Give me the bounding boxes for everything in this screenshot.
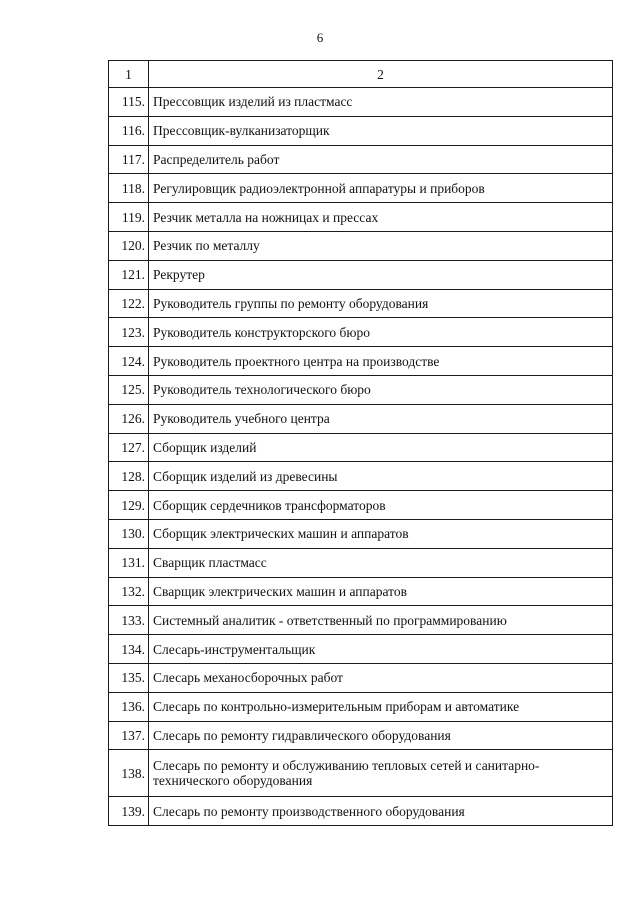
table-row [109, 491, 613, 520]
page-number: 6 [316, 30, 324, 45]
table-row [109, 347, 613, 376]
occupation-name: Регулировщик радиоэлектронной аппаратуры и приборов [149, 174, 613, 203]
row-number: 132. [109, 577, 149, 606]
table-row [109, 231, 613, 260]
row-number: 116. [109, 116, 149, 145]
row-number: 139. [109, 797, 149, 826]
row-number: 121. [109, 260, 149, 289]
occupation-name: Слесарь по ремонту гидравлического оборудования [149, 721, 613, 750]
table-header-row [109, 61, 613, 88]
row-number: 125. [109, 375, 149, 404]
table-row [109, 462, 613, 491]
occupations-table [108, 60, 613, 826]
occupation-name: Прессовщик-вулканизаторщик [149, 116, 613, 145]
table-row [109, 433, 613, 462]
occupation-name: Сборщик сердечников трансформаторов [149, 491, 613, 520]
row-number: 130. [109, 519, 149, 548]
occupation-name: Слесарь механосборочных работ [149, 663, 613, 692]
table-row [109, 606, 613, 635]
row-number: 127. [109, 433, 149, 462]
row-number: 133. [109, 606, 149, 635]
table-row [109, 88, 613, 117]
row-number: 138. [109, 750, 149, 797]
table-row [109, 289, 613, 318]
table-row [109, 375, 613, 404]
table-row [109, 519, 613, 548]
occupation-name: Руководитель конструкторского бюро [149, 318, 613, 347]
table-row [109, 721, 613, 750]
occupation-name: Слесарь по контрольно-измерительным приборам и автоматике [149, 692, 613, 721]
row-number: 134. [109, 635, 149, 664]
occupation-name: Сборщик изделий из древесины [149, 462, 613, 491]
table-row [109, 404, 613, 433]
row-number: 119. [109, 203, 149, 232]
table-row [109, 577, 613, 606]
occupation-name: Руководитель технологического бюро [149, 375, 613, 404]
row-number: 136. [109, 692, 149, 721]
occupation-name: Распределитель работ [149, 145, 613, 174]
table-row [109, 116, 613, 145]
occupation-name: Сварщик пластмасс [149, 548, 613, 577]
table-row [109, 145, 613, 174]
occupation-name: Системный аналитик - ответственный по программированию [149, 606, 613, 635]
row-number: 117. [109, 145, 149, 174]
occupation-name: Слесарь по ремонту производственного оборудования [149, 797, 613, 826]
occupation-name: Сборщик электрических машин и аппаратов [149, 519, 613, 548]
row-number: 120. [109, 231, 149, 260]
row-number: 124. [109, 347, 149, 376]
table-row [109, 203, 613, 232]
occupation-name: Руководитель учебного центра [149, 404, 613, 433]
row-number: 137. [109, 721, 149, 750]
occupation-name: Сварщик электрических машин и аппаратов [149, 577, 613, 606]
table-row [109, 635, 613, 664]
table-row [109, 663, 613, 692]
occupation-name: Резчик металла на ножницах и прессах [149, 203, 613, 232]
table-row [109, 548, 613, 577]
row-number: 126. [109, 404, 149, 433]
occupation-name: Прессовщик изделий из пластмасс [149, 88, 613, 117]
table-row [109, 318, 613, 347]
table-row [109, 797, 613, 826]
row-number: 115. [109, 88, 149, 117]
occupation-name: Руководитель проектного центра на производстве [149, 347, 613, 376]
occupation-name: Резчик по металлу [149, 231, 613, 260]
row-number: 131. [109, 548, 149, 577]
row-number: 128. [109, 462, 149, 491]
row-number: 129. [109, 491, 149, 520]
row-number: 135. [109, 663, 149, 692]
table-row [109, 260, 613, 289]
column-header-name: 2 [149, 61, 613, 88]
column-header-number: 1 [109, 61, 149, 88]
table-row [109, 692, 613, 721]
occupation-name: Рекрутер [149, 260, 613, 289]
row-number: 118. [109, 174, 149, 203]
row-number: 123. [109, 318, 149, 347]
occupation-name: Слесарь по ремонту и обслуживанию тепловых сетей и санитарно-технического оборудования [149, 750, 613, 797]
table-row [109, 750, 613, 797]
occupation-name: Сборщик изделий [149, 433, 613, 462]
row-number: 122. [109, 289, 149, 318]
table-row [109, 174, 613, 203]
occupation-name: Руководитель группы по ремонту оборудования [149, 289, 613, 318]
occupation-name: Слесарь-инструментальщик [149, 635, 613, 664]
